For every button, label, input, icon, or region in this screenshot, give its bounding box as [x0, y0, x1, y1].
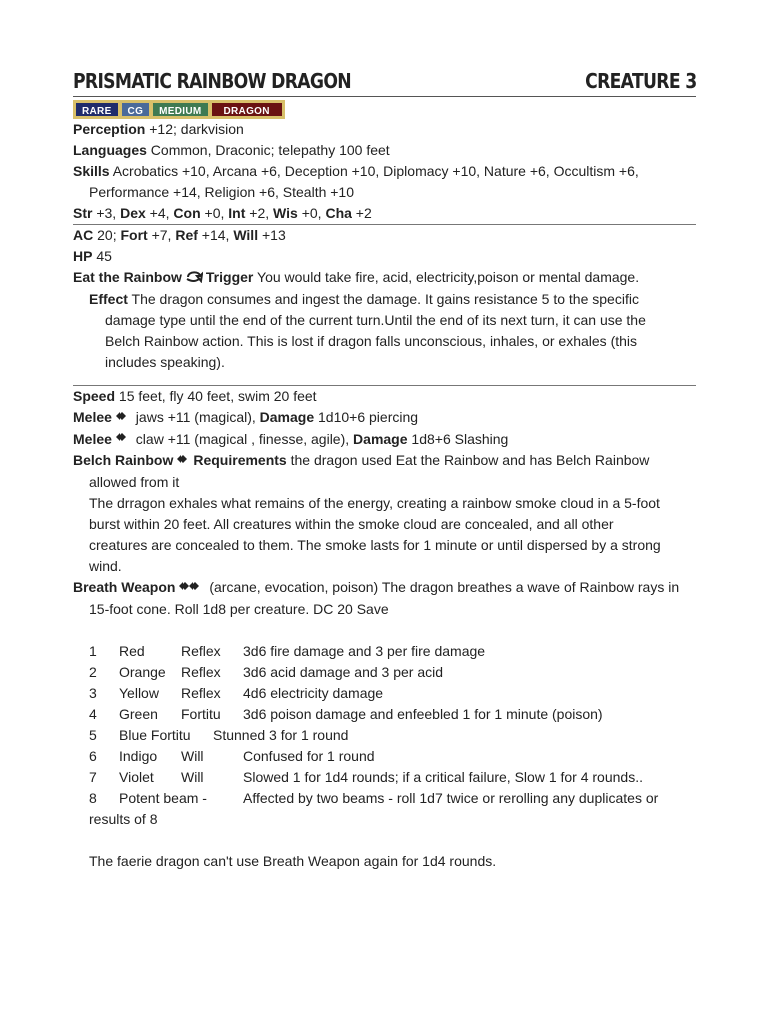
speed-label: Speed [73, 387, 116, 404]
fort-label: Fort [120, 227, 148, 243]
row-effect: Affected by two beams - roll 1d7 twice or rerolling any duplicates or [243, 789, 659, 806]
effect-line [73, 289, 696, 310]
reaction-name: Eat the Rainbow [73, 269, 182, 285]
effect-text-4: includes speaking). [105, 353, 225, 370]
skills-value: Acrobatics +10, Arcana +6, Deception +10, Diplomacy +10, Nature +6, Occultism +6, [109, 163, 639, 179]
str-value: +3, [92, 205, 121, 221]
reaction-icon [185, 268, 203, 289]
requirements-text-2: allowed from it [89, 474, 180, 491]
speed-value: 15 feet, fly 40 feet, swim 20 feet [115, 387, 317, 404]
belch-line [73, 450, 696, 472]
melee-jaws-damage: 1d10+6 piercing [314, 408, 419, 425]
ac-value: 20; [93, 227, 121, 243]
trait-dragon: DRAGON [211, 102, 283, 117]
melee-jaws-line [73, 407, 696, 429]
skills-label: Skills [73, 163, 110, 179]
wis-value: +0, [297, 205, 326, 221]
row-save: Will [181, 747, 204, 764]
requirements-text-1: the dragon used Eat the Rainbow and has Belch Rainbow [286, 452, 650, 469]
languages-label: Languages [73, 142, 147, 158]
row-color: Indigo [119, 747, 158, 764]
table-row [73, 725, 696, 746]
melee-jaws-text: jaws +11 (magical), [131, 408, 260, 425]
creature-name: PRISMATIC RAINBOW DRAGON [73, 69, 351, 93]
row-effect: Confused for 1 round [243, 747, 375, 764]
trait-rare: RARE [75, 102, 119, 117]
damage-label: Damage [353, 430, 408, 447]
str-label: Str [73, 205, 93, 221]
table-row [73, 746, 696, 767]
fort-value: +7, [147, 227, 176, 243]
one-action-icon [115, 429, 129, 450]
melee-label: Melee [73, 408, 112, 425]
stat-block [73, 62, 696, 872]
will-value: +13 [258, 227, 286, 243]
row-effect: Slowed 1 for 1d4 rounds; if a critical failure, Slow 1 for 4 rounds.. [243, 768, 643, 785]
row-number: 7 [89, 768, 97, 785]
belch-desc-3: creatures are concealed to them. The smoke lasts for 1 minute or until dispersed by a strong [89, 537, 661, 554]
requirements-label: Requirements [193, 452, 287, 469]
damage-label: Damage [259, 408, 315, 425]
row-color: Blue Fortitu [119, 726, 191, 743]
will-label: Will [233, 227, 259, 243]
trait-size: MEDIUM [152, 102, 208, 117]
row-number: 8 [89, 789, 97, 806]
perception-value: +12; darkvision [145, 121, 244, 137]
row-effect: Stunned 3 for 1 round [213, 726, 349, 743]
breath-name: Breath Weapon [73, 579, 176, 596]
one-action-icon [176, 451, 190, 472]
defense-line [73, 225, 696, 246]
row-save: Reflex [181, 663, 221, 680]
dex-label: Dex [120, 205, 146, 221]
int-label: Int [228, 205, 246, 221]
effect-text-3: Belch Rainbow action. This is lost if dragon falls unconscious, inhales, or exhales (this [105, 332, 638, 349]
belch-name: Belch Rainbow [73, 452, 174, 469]
row-color: Orange [119, 663, 166, 680]
breath-text-2: 15-foot cone. Roll 1d8 per creature. DC 20 Save [89, 600, 389, 617]
ac-label: AC [73, 227, 94, 243]
trigger-text: You would take fire, acid, electricity,poison or mental damage. [253, 269, 640, 285]
reaction-line [73, 267, 696, 289]
effect-label: Effect [89, 290, 128, 307]
melee-label: Melee [73, 430, 112, 447]
row-color: Yellow [119, 684, 159, 701]
row-color: Potent beam - [119, 789, 207, 806]
two-action-icon [178, 578, 202, 599]
row-color: Violet [119, 768, 154, 785]
row-effect: 3d6 acid damage and 3 per acid [243, 663, 444, 680]
table-row [73, 662, 696, 683]
row-save: Fortitu [181, 705, 221, 722]
int-value: +2, [245, 205, 274, 221]
row-number: 1 [89, 642, 97, 659]
table-row-continued: results of 8 [89, 810, 158, 827]
row-save: Will [181, 768, 204, 785]
belch-desc-1: The drragon exhales what remains of the energy, creating a rainbow smoke cloud in a 5-foot [89, 495, 660, 512]
title-row [73, 62, 696, 97]
row-number: 2 [89, 663, 97, 680]
languages-line [73, 140, 696, 161]
row-color: Green [119, 705, 158, 722]
row-number: 6 [89, 747, 97, 764]
table-row [73, 641, 696, 662]
belch-desc-4: wind. [89, 558, 122, 575]
con-value: +0, [200, 205, 229, 221]
languages-value: Common, Draconic; telepathy 100 feet [146, 142, 390, 158]
hp-line [73, 246, 696, 267]
row-number: 3 [89, 684, 97, 701]
melee-claw-line [73, 429, 696, 451]
row-number: 4 [89, 705, 97, 722]
wis-label: Wis [273, 205, 298, 221]
footer-note: The faerie dragon can't use Breath Weapon again for 1d4 rounds. [89, 852, 497, 869]
skills-line-continued: Performance +14, Religion +6, Stealth +10 [89, 184, 355, 200]
row-effect: 4d6 electricity damage [243, 684, 384, 701]
hp-label: HP [73, 248, 93, 264]
dex-value: +4, [145, 205, 174, 221]
row-save: Reflex [181, 642, 221, 659]
effect-text-1: The dragon consumes and ingest the damage. It gains resistance 5 to the specific [127, 290, 639, 307]
speed-line [73, 386, 696, 407]
table-row [73, 788, 696, 809]
trait-list [73, 100, 285, 119]
cha-value: +2 [351, 205, 372, 221]
row-color: Red [119, 642, 145, 659]
perception-label: Perception [73, 121, 146, 137]
breath-line [73, 577, 696, 599]
ref-label: Ref [175, 227, 198, 243]
table-row [73, 683, 696, 704]
rainbow-table [73, 641, 696, 830]
trait-alignment: CG [121, 102, 151, 117]
row-effect: 3d6 poison damage and enfeebled 1 for 1 minute (poison) [243, 705, 603, 722]
melee-claw-damage: 1d8+6 Slashing [407, 430, 509, 447]
table-row [73, 704, 696, 725]
attributes-line [73, 203, 696, 224]
row-number: 5 [89, 726, 97, 743]
skills-line [73, 161, 696, 182]
row-save: Reflex [181, 684, 221, 701]
creature-level: CREATURE 3 [584, 69, 696, 93]
melee-claw-text: claw +11 (magical , finesse, agile), [131, 430, 354, 447]
hp-value: 45 [92, 248, 112, 264]
effect-text-2: damage type until the end of the current turn.Until the end of its next turn, it can use the [105, 311, 646, 328]
con-label: Con [173, 205, 201, 221]
one-action-icon [115, 408, 129, 429]
ref-value: +14, [197, 227, 234, 243]
table-row [73, 767, 696, 788]
row-effect: 3d6 fire damage and 3 per fire damage [243, 642, 486, 659]
trigger-label: Trigger [205, 269, 254, 285]
cha-label: Cha [325, 205, 352, 221]
perception-line [73, 119, 696, 140]
breath-text-1: (arcane, evocation, poison) The dragon breathes a wave of Rainbow rays in [205, 579, 680, 596]
belch-desc-2: burst within 20 feet. All creatures within the smoke cloud are concealed, and all other [89, 516, 614, 533]
